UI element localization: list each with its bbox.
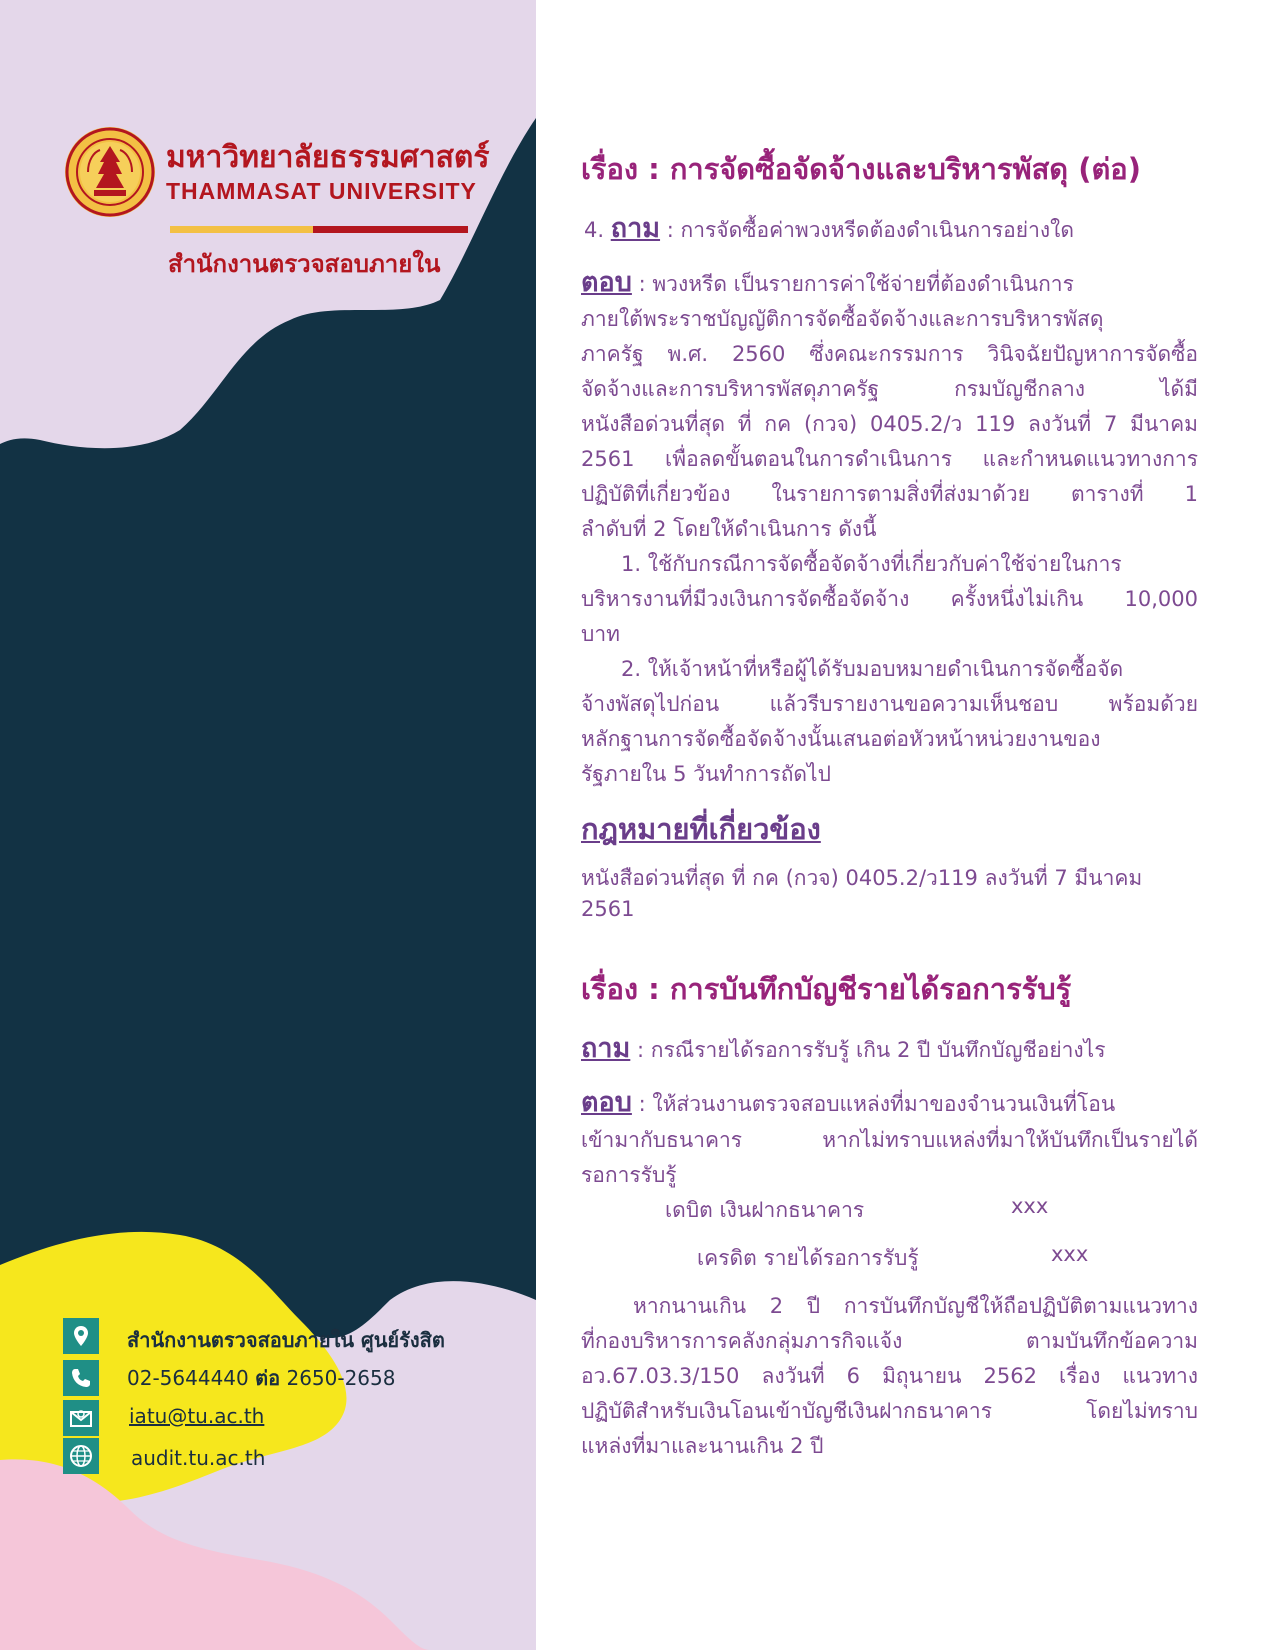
section2-answer-first-line — [581, 1080, 1115, 1123]
credit-entry-label: เครดิต รายได้รอการรับรู้ — [697, 1246, 919, 1270]
item1-line: บาท — [581, 622, 620, 646]
answer-label: ตอบ — [581, 267, 632, 298]
contact-office: สำนักงานตรวจสอบภายใน ศูนย์รังสิต — [127, 1328, 445, 1352]
university-name-thai: มหาวิทยาลัยธรรมศาสตร์ — [166, 140, 490, 175]
left-decorative-panel — [0, 0, 536, 1650]
answer-first-text: : พวงหรีด เป็นรายการค่าใช้จ่ายที่ต้องดำเนินการ — [631, 272, 1074, 296]
debit-entry-label: เดบิต เงินฝากธนาคาร — [665, 1198, 865, 1222]
paragraph-line: ปฏิบัติสำหรับเงินโอนเข้าบัญชีเงินฝากธนาคาร โดยไม่ทราบ — [581, 1399, 1198, 1423]
answer-line: หนังสือด่วนที่สุด ที่ กค (กวจ) 0405.2/ว 119 ลงวันที่ 7 มีนาคม — [581, 412, 1198, 436]
debit-entry-amount: xxx — [1011, 1194, 1049, 1218]
item2-line: หลักฐานการจัดซื้อจัดจ้างนั้นเสนอต่อหัวหน้าหน่วยงานของ — [581, 727, 1101, 751]
globe-icon — [63, 1438, 99, 1474]
university-seal-icon — [64, 126, 156, 218]
section1-answer-first-line — [581, 260, 1074, 303]
answer-line: ลำดับที่ 2 โดยให้ดำเนินการ ดังนี้ — [581, 517, 877, 541]
answer-first-text: : ให้ส่วนงานตรวจสอบแหล่งที่มาของจำนวนเงินที่โอน — [631, 1092, 1116, 1116]
answer-line: รอการรับรู้ — [581, 1163, 677, 1187]
phone-extension: 2650-2658 — [286, 1366, 396, 1390]
question-number: 4. — [584, 218, 605, 242]
item2-line: รัฐภายใน 5 วันทำการถัดไป — [581, 762, 831, 786]
section1-question — [584, 206, 1074, 249]
phone-number: 02-5644440 — [127, 1366, 249, 1390]
answer-label: ตอบ — [581, 1087, 632, 1118]
answer-line: ภายใต้พระราชบัญญัติการจัดซื้อจัดจ้างและการบริหารพัสดุ — [581, 307, 1104, 331]
item1-line: 1. ใช้กับกรณีการจัดซื้อจัดจ้างที่เกี่ยวกับค่าใช้จ่ายในการ — [621, 552, 1122, 576]
item1-line: บริหารงานที่มีวงเงินการจัดซื้อจัดจ้าง ครั้งหนึ่งไม่เกิน 10,000 — [581, 587, 1198, 611]
answer-line: 2561 เพื่อลดขั้นตอนในการดำเนินการ และกำหนดแนวทางการ — [581, 447, 1198, 471]
question-label: ถาม — [581, 1033, 631, 1064]
related-law-line: 2561 — [581, 897, 635, 921]
contact-phone — [127, 1362, 395, 1394]
related-law-heading: กฎหมายที่เกี่ยวข้อง — [581, 812, 821, 846]
related-law-line: หนังสือด่วนที่สุด ที่ กค (กวจ) 0405.2/ว119 ลงวันที่ 7 มีนาคม — [581, 866, 1143, 890]
question-text: : กรณีรายได้รอการรับรู้ เกิน 2 ปี บันทึกบัญชีอย่างไร — [630, 1038, 1106, 1062]
item2-line: 2. ให้เจ้าหน้าที่หรือผู้ได้รับมอบหมายดำเนินการจัดซื้อจัด — [621, 657, 1124, 681]
email-icon — [63, 1400, 99, 1436]
answer-line: จัดจ้างและการบริหารพัสดุภาครัฐ กรมบัญชีกลาง ได้มี — [581, 377, 1198, 401]
answer-line: ภาครัฐ พ.ศ. 2560 ซึ่งคณะกรรมการ วินิจฉัยปัญหาการจัดซื้อ — [581, 342, 1198, 366]
question-text: : การจัดซื้อค่าพวงหรีดต้องดำเนินการอย่างใด — [666, 218, 1075, 242]
phone-icon — [63, 1360, 99, 1396]
contact-email-link[interactable]: iatu@tu.ac.th — [129, 1404, 265, 1428]
credit-entry-amount: xxx — [1051, 1242, 1089, 1266]
paragraph-line: แหล่งที่มาและนานเกิน 2 ปี — [581, 1434, 824, 1458]
question-label: ถาม — [610, 213, 661, 244]
section2-question — [581, 1026, 1106, 1069]
item2-line: จ้างพัสดุไปก่อน แล้วรีบรายงานขอความเห็นชอบ พร้อมด้วย — [581, 692, 1198, 716]
answer-line: เข้ามากับธนาคาร หากไม่ทราบแหล่งที่มาให้บันทึกเป็นรายได้ — [581, 1128, 1198, 1152]
office-name: สำนักงานตรวจสอบภายใน — [168, 250, 441, 278]
paragraph-line: อว.67.03.3/150 ลงวันที่ 6 มิถุนายน 2562 เรื่อง แนวทาง — [581, 1364, 1198, 1388]
logo-divider-bar — [170, 226, 468, 233]
paragraph-line: ที่กองบริหารการคลังกลุ่มภารกิจแจ้ง ตามบันทึกข้อความ — [581, 1329, 1198, 1353]
paragraph-line: หากนานเกิน 2 ปี การบันทึกบัญชีให้ถือปฏิบัติตามแนวทาง — [633, 1294, 1198, 1318]
contact-website-link[interactable]: audit.tu.ac.th — [131, 1446, 266, 1470]
answer-line: ปฏิบัติที่เกี่ยวข้อง ในรายการตามสิ่งที่ส่งมาด้วย ตารางที่ 1 — [581, 482, 1198, 506]
section1-title: เรื่อง : การจัดซื้อจัดจ้างและบริหารพัสดุ (ต่อ) — [581, 152, 1141, 186]
university-name-english: THAMMASAT UNIVERSITY — [166, 178, 477, 204]
section2-title: เรื่อง : การบันทึกบัญชีรายได้รอการรับรู้ — [581, 972, 1072, 1006]
phone-ext-label: ต่อ — [255, 1366, 281, 1390]
location-pin-icon — [63, 1318, 99, 1354]
